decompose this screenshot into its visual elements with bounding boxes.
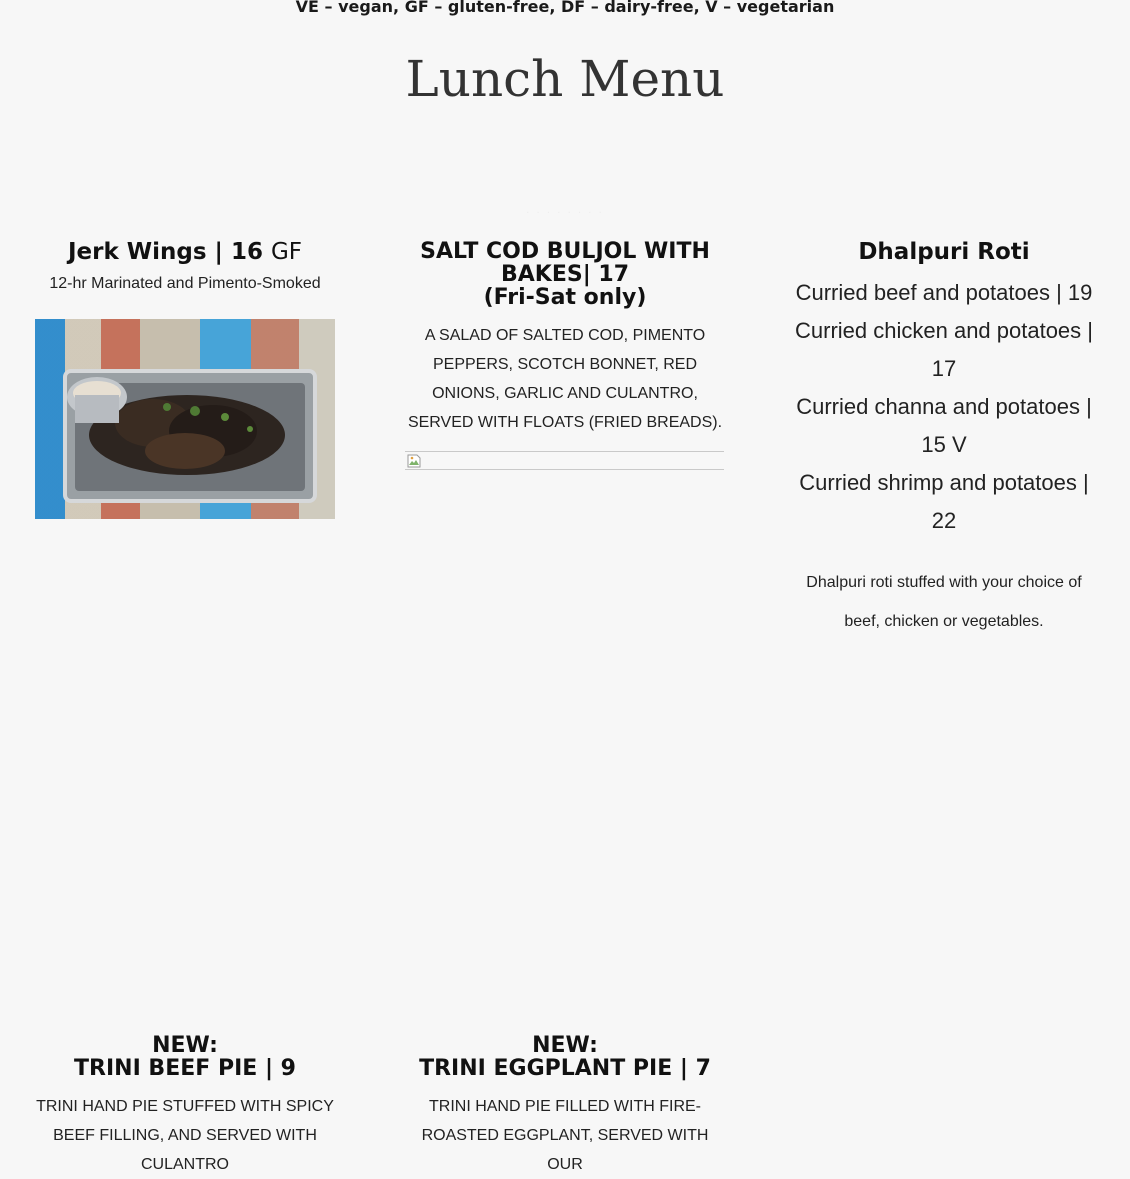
roti-variant: Curried shrimp and potatoes | 22 [799,470,1089,533]
dietary-tag: GF [270,239,303,265]
page-title: Lunch Menu [405,50,725,108]
dish-description: TRINI HAND PIE FILLED WITH FIRE-ROASTED EGGPLANT, SERVED WITH OUR [421,1098,709,1173]
roti-variant-list [788,274,1100,540]
dish-availability: (Fri-Sat only) [483,285,647,310]
roti-variant: Curried beef and potatoes | 19 [795,280,1093,305]
dish-title [30,236,340,268]
menu-item-salt-cod-buljol [405,240,725,437]
roti-variant: Curried chicken and potatoes | 17 [795,318,1093,381]
broken-image-placeholder [405,451,724,470]
decorative-strip: · · · · · · · · [526,208,604,219]
dish-title [405,240,725,309]
dish-title-text: TRINI EGGPLANT PIE | 7 [419,1056,711,1081]
jerk-wings-photo [35,319,335,519]
dish-title-line-2: BAKES| 17 [500,262,630,287]
new-label: NEW: [532,1033,598,1058]
menu-item-trini-beef-pie [30,1034,340,1179]
dish-description: Dhalpuri roti stuffed with your choice of beef, chicken or vegetables. [806,574,1082,630]
dish-title [410,1034,720,1080]
menu-item-dhalpuri-roti [788,236,1100,641]
menu-item-jerk-wings [30,236,340,296]
menu-item-trini-eggplant-pie [410,1034,720,1179]
dish-title-text: TRINI BEEF PIE | 9 [74,1056,296,1081]
broken-image-icon [406,453,422,469]
roti-variant: Curried channa and potatoes | 15 V [796,394,1092,457]
dish-description: TRINI HAND PIE STUFFED WITH SPICY BEEF FILLING, AND SERVED WITH CULANTRO [36,1098,334,1173]
new-label: NEW: [152,1033,218,1058]
dish-title-text: Jerk Wings | 16 [67,239,263,265]
dish-title: Dhalpuri Roti [858,239,1030,265]
dish-title [30,1034,340,1080]
dietary-legend: VE – vegan, GF – gluten-free, DF – dairy-free, V – vegetarian [295,0,835,16]
dish-subtitle: 12-hr Marinated and Pimento-Smoked [49,275,321,292]
dish-description: A SALAD OF SALTED COD, PIMENTO PEPPERS, SCOTCH BONNET, RED ONIONS, GARLIC AND CULANTRO, SERVED WITH FLOATS (FRIED BREADS). [407,327,723,431]
dish-title-line-1: SALT COD BULJOL WITH [420,239,710,264]
